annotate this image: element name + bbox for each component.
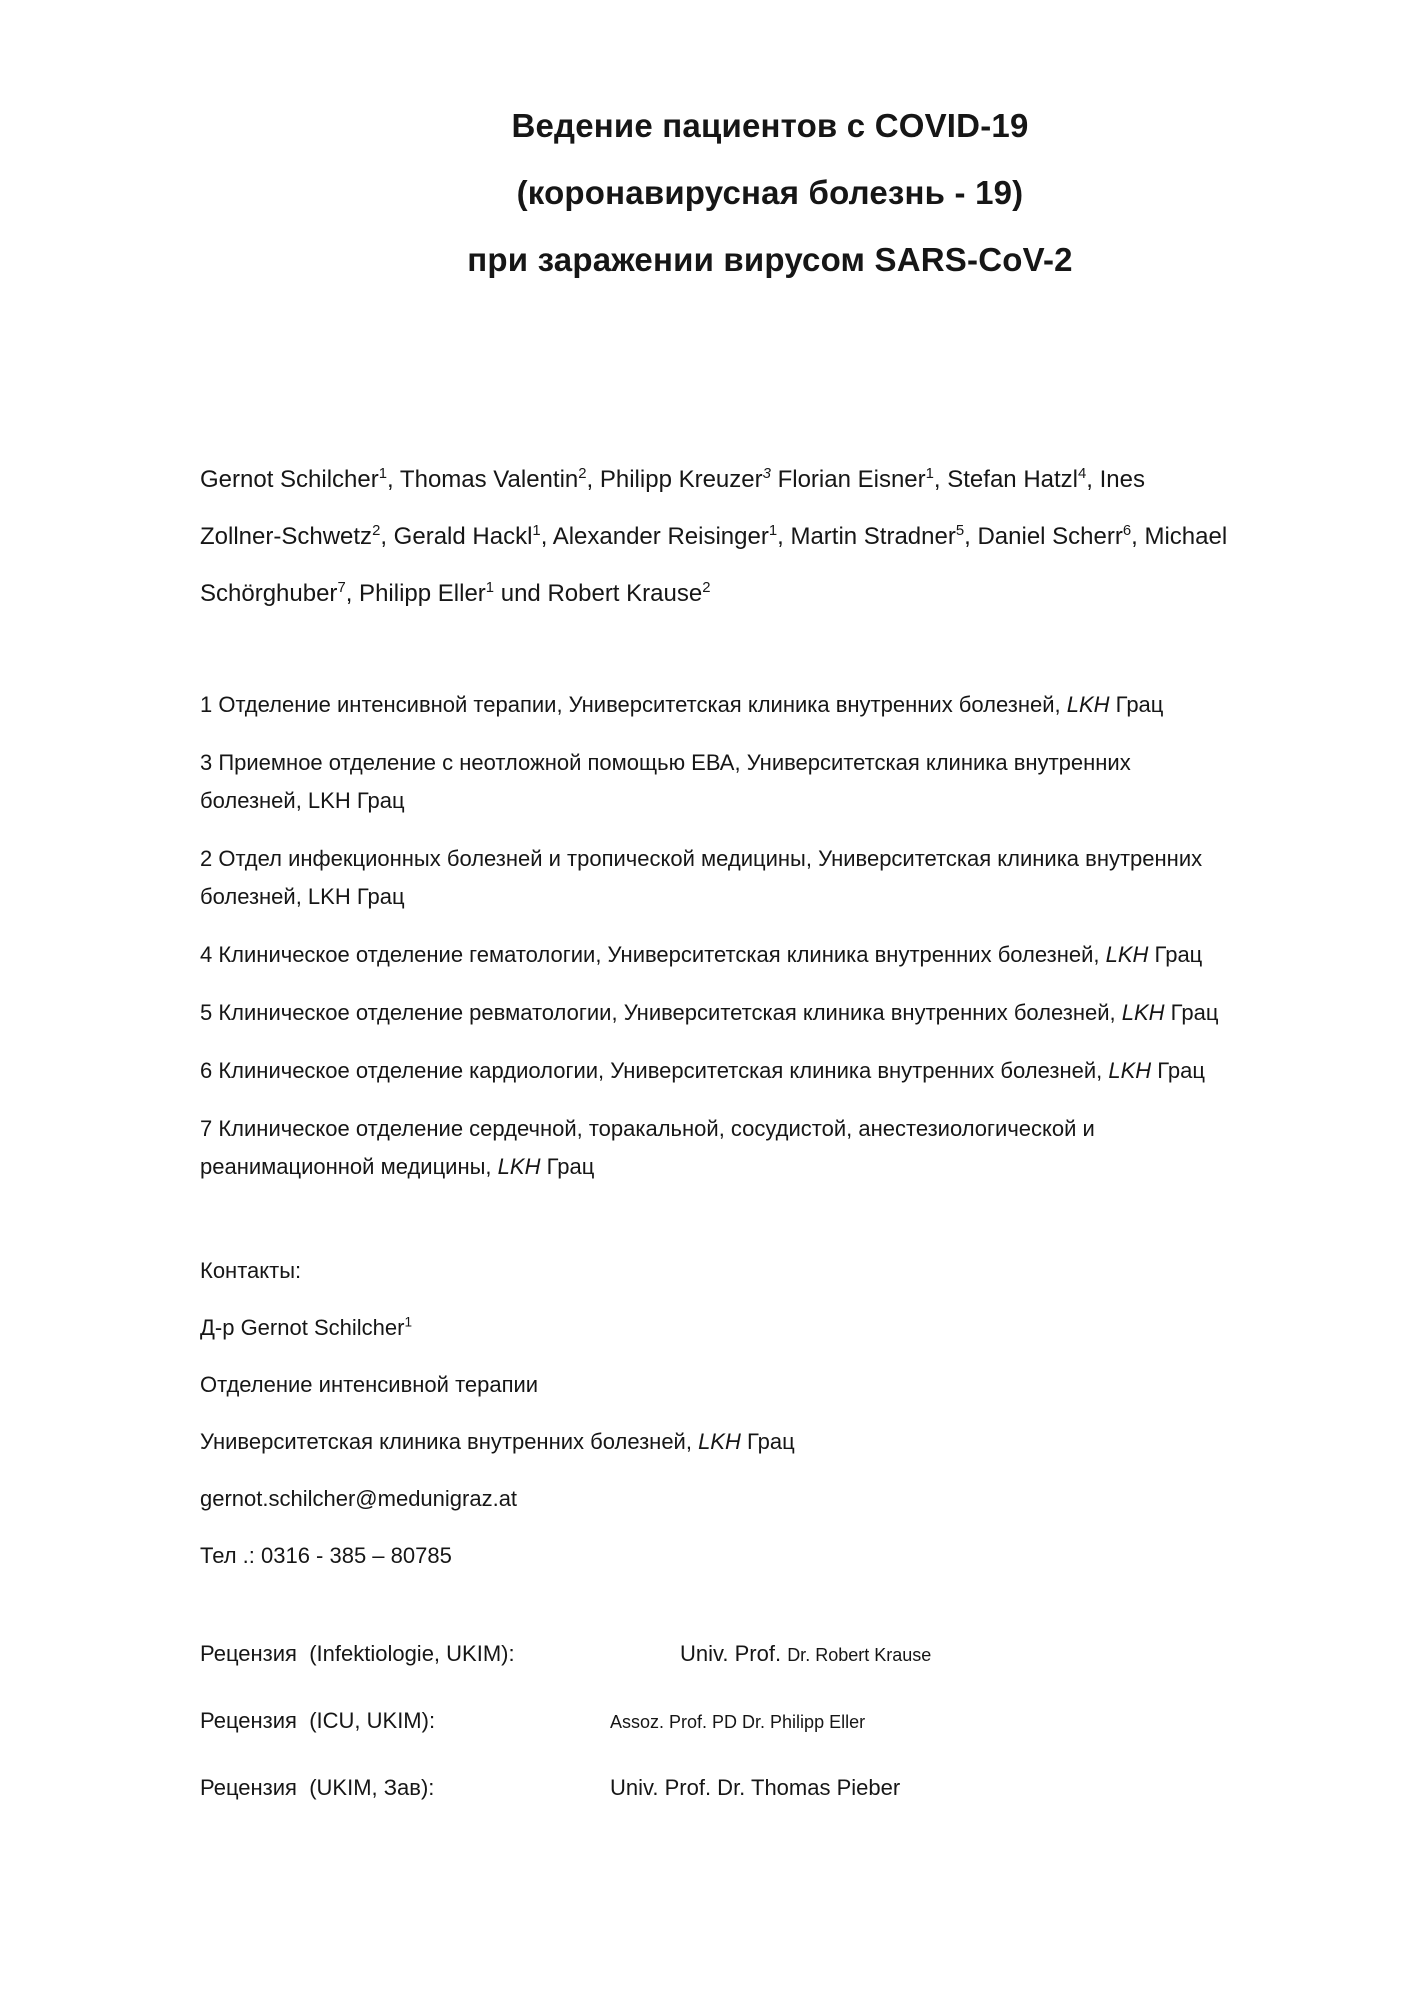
title-line-3: при заражении вирусом SARS-CoV-2 [467, 241, 1073, 278]
authors-block [200, 451, 1344, 622]
reviews-block [200, 1640, 1344, 1802]
authors-line-3: Schörghuber$^7$, Philipp Eller$^1$ und Robert Krause$^2$ [200, 580, 711, 607]
review-label: Рецензия (UKIM, Зав): [200, 1775, 435, 1800]
review-value: Univ. Prof. Dr. Thomas Pieber [610, 1775, 901, 1800]
authors-line-1: Gernot Schilcher$^1$, Thomas Valentin$^2$, Philipp Kreuzer$^3$ Florian Eisner$^1$, Stefan Hatzl$^4$, Ines [200, 466, 1145, 493]
affiliation-5: 5 Клиническое отделение ревматологии, Университетская клиника внутренних болезней, LKH Грац [200, 1000, 1219, 1025]
review-row-icu [200, 1707, 1344, 1736]
affiliation-1: 1 Отделение интенсивной терапии, Университетская клиника внутренних болезней, LKH Грац [200, 692, 1164, 717]
contacts-heading: Контакты: [200, 1258, 302, 1283]
authors-line-2: Zollner-Schwetz$^2$, Gerald Hackl$^1$, Alexander Reisinger$^1$, Martin Stradner$^5$, Daniel Scherr$^6$, Michael [200, 523, 1228, 550]
contact-email: gernot.schilcher@medunigraz.at [200, 1486, 518, 1511]
contact-clinic: Университетская клиника внутренних болезней, LKH Грац [200, 1429, 795, 1454]
review-value: Univ. Prof. Dr. Robert Krause [680, 1641, 932, 1666]
affiliation-7: 7 Клиническое отделение сердечной, торакальной, сосудистой, анестезиологической и реанимационной медицины, LKH Грац [200, 1116, 1095, 1179]
contact-name: Д-р Gernot Schilcher$^1$ [200, 1314, 413, 1340]
contacts-block [200, 1242, 1344, 1584]
affiliation-2: 2 Отдел инфекционных болезней и тропической медицины, Университетская клиника внутренних болезней, LKH Грац [200, 846, 1203, 909]
affiliations-block [200, 686, 1350, 1186]
review-row-infektiologie [200, 1640, 1344, 1669]
affiliation-3: 3 Приемное отделение с неотложной помощью ЕВА, Университетская клиника внутренних болезней, LKH Грац [200, 750, 1131, 813]
document-title [200, 92, 1340, 293]
contact-phone: Тел .: 0316 - 385 – 80785 [200, 1543, 452, 1568]
affiliation-4: 4 Клиническое отделение гематологии, Университетская клиника внутренних болезней, LKH Грац [200, 942, 1203, 967]
review-label: Рецензия (Infektiologie, UKIM): [200, 1641, 515, 1666]
title-line-2: (коронавирусная болезнь - 19) [516, 174, 1024, 211]
affiliation-6: 6 Клиническое отделение кардиологии, Университетская клиника внутренних болезней, LKH Грац [200, 1058, 1206, 1083]
review-row-ukim-head [200, 1774, 1344, 1802]
title-line-1: Ведение пациентов с COVID-19 [511, 107, 1029, 144]
review-value: Assoz. Prof. PD Dr. Philipp Eller [610, 1712, 866, 1732]
review-label: Рецензия (ICU, UKIM): [200, 1708, 436, 1733]
contact-department: Отделение интенсивной терапии [200, 1372, 539, 1397]
